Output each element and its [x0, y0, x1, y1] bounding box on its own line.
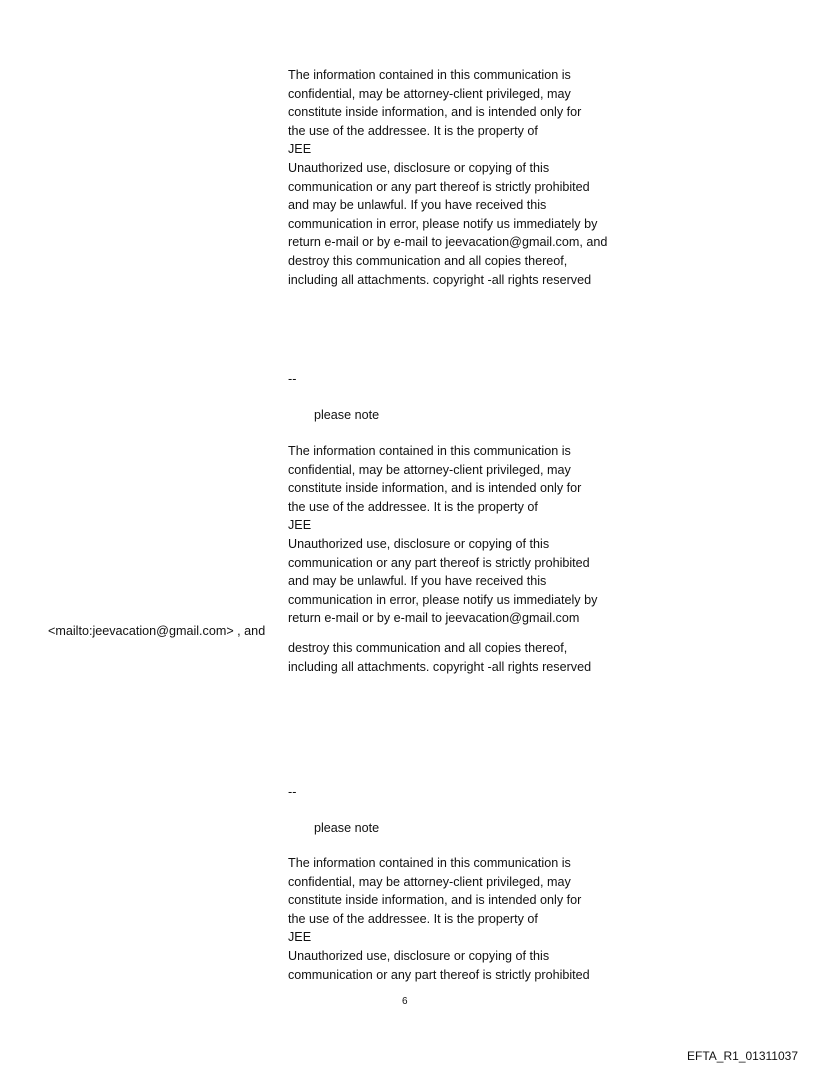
disclaimer-block-2: [288, 442, 668, 628]
text-line: JEE: [288, 930, 312, 945]
text-line: the use of the addressee. It is the property of: [288, 123, 538, 138]
text-line: communication or any part thereof is strictly prohibited: [288, 967, 590, 982]
text-line: destroy this communication and all copies thereof,: [288, 641, 568, 655]
please-note-2: please note: [314, 821, 380, 835]
text-line: confidential, may be attorney-client privileged, may: [288, 86, 571, 101]
disclaimer-block-2-tail: [288, 639, 668, 676]
text-line: confidential, may be attorney-client privileged, may: [288, 462, 571, 477]
please-note-1: please note: [314, 408, 380, 422]
text-line: constitute inside information, and is intended only for: [288, 481, 582, 496]
text-line: constitute inside information, and is intended only for: [288, 105, 582, 120]
text-line: communication in error, please notify us immediately by: [288, 592, 598, 607]
text-line: constitute inside information, and is intended only for: [288, 893, 582, 908]
text-line: destroy this communication and all copies thereof,: [288, 253, 568, 268]
signature-dashes-1: --: [288, 372, 297, 386]
text-line: Unauthorized use, disclosure or copying of this: [288, 160, 550, 175]
mailto-link[interactable]: <mailto:jeevacation@gmail.com> , and: [48, 624, 266, 638]
text-line: the use of the addressee. It is the property of: [288, 911, 538, 926]
text-line: and may be unlawful. If you have received this: [288, 198, 547, 213]
text-line: Unauthorized use, disclosure or copying of this: [288, 536, 550, 551]
text-line: JEE: [288, 142, 312, 157]
text-line: The information contained in this communication is: [288, 444, 571, 458]
document-id: EFTA_R1_01311037: [687, 1049, 798, 1063]
disclaimer-block-1: [288, 66, 668, 289]
text-line: and may be unlawful. If you have received this: [288, 574, 547, 589]
text-line: return e-mail or by e-mail to jeevacation@gmail.com, and: [288, 235, 608, 250]
page-number: 6: [402, 996, 408, 1007]
text-line: including all attachments. copyright -all rights reserved: [288, 272, 592, 287]
text-line: The information contained in this communication is: [288, 856, 571, 870]
text-line: The information contained in this communication is: [288, 68, 571, 82]
text-line: JEE: [288, 518, 312, 533]
text-line: communication or any part thereof is strictly prohibited: [288, 555, 590, 570]
text-line: communication or any part thereof is strictly prohibited: [288, 179, 590, 194]
text-line: the use of the addressee. It is the property of: [288, 499, 538, 514]
text-line: confidential, may be attorney-client privileged, may: [288, 874, 571, 889]
signature-dashes-2: --: [288, 785, 297, 799]
text-line: return e-mail or by e-mail to jeevacation@gmail.com: [288, 611, 580, 626]
text-line: communication in error, please notify us immediately by: [288, 216, 598, 231]
text-line: Unauthorized use, disclosure or copying of this: [288, 948, 550, 963]
text-line: including all attachments. copyright -all rights reserved: [288, 659, 592, 674]
disclaimer-block-3: [288, 854, 668, 984]
